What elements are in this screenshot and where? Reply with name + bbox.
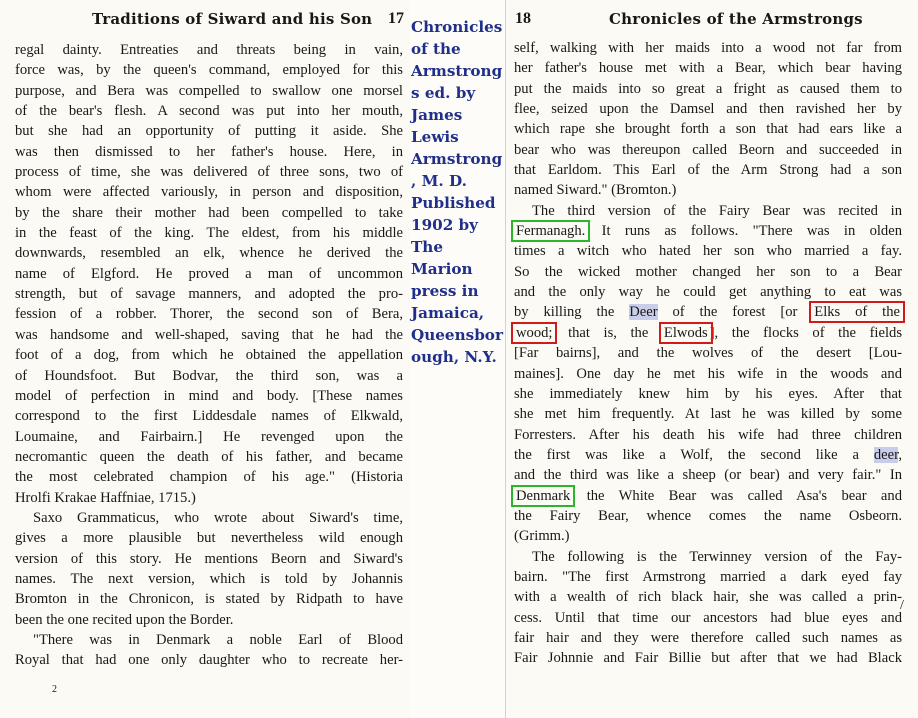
- text-fragment: the White Bear was called Asa's bear and: [572, 487, 902, 504]
- text-line: the Fairy Bear, whence comes the name Osbeorn.: [514, 507, 902, 524]
- right-page-number: 18: [515, 10, 531, 27]
- text-line: [514, 302, 902, 322]
- text-fragment: of the forest [or: [657, 304, 813, 321]
- text-line: put the maids into so great a fright as caused them to: [514, 80, 902, 97]
- text-line: which rape she brought forth a son that had ears like a: [514, 121, 902, 138]
- text-line: of the bear's flesh. A second was put into her mouth,: [15, 103, 403, 120]
- left-running-title: Traditions of Siward and his Son: [92, 10, 373, 28]
- highlight-wood: wood;: [516, 324, 553, 341]
- text-line: but she had an opportunity of putting it aside. She: [15, 123, 403, 140]
- text-line: name of Elgford. He proved a man of uncommon: [15, 265, 403, 282]
- text-fragment: It runs as follows. "There was in olden: [587, 223, 902, 240]
- text-line: names. The next version, which is told by Johannis: [15, 570, 403, 587]
- text-line: she met him frequently. At last he was killed by some: [514, 406, 902, 423]
- text-line: in the feast of the king. The eldest, from his middle: [15, 225, 403, 242]
- left-page: [0, 0, 410, 718]
- text-line: Hrolfi Krakae Haffniae, 1715.): [15, 489, 196, 506]
- text-line: her father's house met with a Bear, which bear having: [514, 60, 902, 77]
- text-line: strength, but of savage manners, and adopted the pro-: [15, 286, 403, 303]
- text-fragment: that is, the: [554, 324, 662, 341]
- left-body-text: [15, 40, 403, 671]
- highlight-elwods: Elwods: [663, 324, 708, 341]
- text-line: [514, 323, 902, 343]
- text-line: the most celebrated champion of his age." (Historia: [15, 469, 403, 486]
- text-line: [514, 445, 902, 465]
- text-line: Royal that had one only daughter who to recreate her-: [15, 652, 403, 669]
- text-fragment: by killing the: [514, 304, 630, 321]
- text-line: self, walking with her maids into a wood not far from: [514, 40, 902, 56]
- text-line: [514, 221, 902, 241]
- right-running-title: Chronicles of the Armstrongs: [609, 10, 863, 28]
- text-line: been the one recited upon the Border.: [15, 611, 234, 628]
- text-line: bairn. "The first Armstrong married a dark eyed fay: [514, 568, 902, 585]
- text-line: purpose, and Bera was compelled to swallow one morsel: [15, 82, 403, 99]
- highlight-elks-of-the: Elks of the: [814, 304, 900, 321]
- text-line: bear who was thereupon called Beorn and succeeded in: [514, 141, 902, 158]
- text-line: that Earldom. This Earl of the Arm Strong had a son: [514, 162, 902, 179]
- text-fragment: ], the flocks of the fields: [709, 324, 902, 341]
- text-line: flee, seized upon the Damsel and then ravished her by: [514, 101, 902, 118]
- highlight-deer-2: deer: [873, 446, 899, 463]
- text-line: gives a more plausible but nevertheless wild enough: [15, 530, 403, 547]
- text-line: she immediately knew him by his eyes. After that: [514, 385, 902, 402]
- text-line: [514, 486, 902, 506]
- text-line: maines]. One day he met his wife in the woods and: [514, 365, 902, 382]
- text-line: "There was in Denmark a noble Earl of Blood: [33, 631, 403, 648]
- left-page-number: 17: [388, 10, 404, 27]
- text-line: Saxo Grammaticus, who wrote about Siward's time,: [33, 509, 403, 526]
- text-line: whom were affected variously, in person and disposition,: [15, 184, 403, 201]
- text-line: version of this story. He mentions Beorn and Siward's: [15, 550, 403, 567]
- text-line: [Far bairns], and the wolves of the desert [Lou-: [514, 345, 902, 362]
- text-line: named Siward." (Bromton.): [514, 182, 677, 199]
- highlight-fermanagh: Fermanagh.: [516, 223, 586, 240]
- text-line: of Houndsfoot. But Bodvar, the third son, was a: [15, 367, 403, 384]
- text-line: was handsome and well-shaped, saving that he had the: [15, 326, 403, 343]
- text-line: Bromton in the Chronicon, is stated by Ridpath to have: [15, 591, 403, 608]
- text-line: Forresters. After his death his wife had three children: [514, 426, 902, 443]
- highlight-deer: Deer: [629, 304, 658, 321]
- text-line: fair hair and they were therefore called such names as: [514, 629, 902, 646]
- text-line: regal dainty. Entreaties and threats being in vain,: [15, 42, 403, 58]
- text-line: cess. Until that time our ancestors had blue eyes and: [514, 609, 902, 626]
- text-line: model of perfection in mind and body. [These names: [15, 387, 403, 404]
- signature-mark: 2: [52, 684, 57, 695]
- text-fragment: ,: [898, 446, 902, 463]
- text-line: Loumaine, and Fairbairn.] He revenged upon the: [15, 428, 403, 445]
- right-page: [505, 0, 918, 718]
- text-line: and the third was like a sheep (or bear) and very fair." In: [514, 467, 902, 484]
- text-line: (Grimm.): [514, 528, 570, 545]
- text-line: times a witch who hated her son who married a fay.: [514, 243, 902, 260]
- highlight-denmark: Denmark: [516, 487, 571, 504]
- text-line: foot of a dog, from which he obtained the appellation: [15, 347, 403, 364]
- citation-note: Chronicles of the Armstrongs ed. by James Lewis Armstrong, M. D. Published 1902 by The Marion press in Jamaica, Queensborough, N.Y.: [411, 18, 503, 366]
- text-line: correspond to the first Liddesdale names of Elkwald,: [15, 408, 403, 425]
- text-line: was then dismissed to her father's house. Here, in: [15, 143, 403, 160]
- text-fragment: the first was like a Wolf, the second like a: [514, 446, 874, 463]
- text-line: by the share their mother had been compelled to take: [15, 204, 403, 221]
- text-line: process of time, she was delivered of three sons, two of: [15, 164, 403, 181]
- text-line: So the wicked mother changed her son to a Bear: [514, 263, 902, 280]
- text-line: with a wealth of rich black hair, she was called a prin-: [514, 589, 902, 606]
- right-body-text: [514, 38, 902, 669]
- margin-mark: /: [900, 598, 904, 613]
- text-line: necromantic queen the death of his father, and became: [15, 448, 403, 465]
- text-line: downwards, resembled an elk, whence he derived the: [15, 245, 403, 262]
- text-line: Fair Johnnie and Fair Billie but after that we had Black: [514, 650, 902, 667]
- text-line: The following is the Terwinney version of the Fay-: [532, 548, 902, 565]
- text-line: force was, by the queen's command, employed for this: [15, 62, 403, 79]
- text-line: The third version of the Fairy Bear was recited in: [532, 202, 902, 219]
- text-line: fession of a robber. Thorer, the second son of Bera,: [15, 306, 403, 323]
- text-line: and the only way he could get anything to eat was: [514, 284, 902, 301]
